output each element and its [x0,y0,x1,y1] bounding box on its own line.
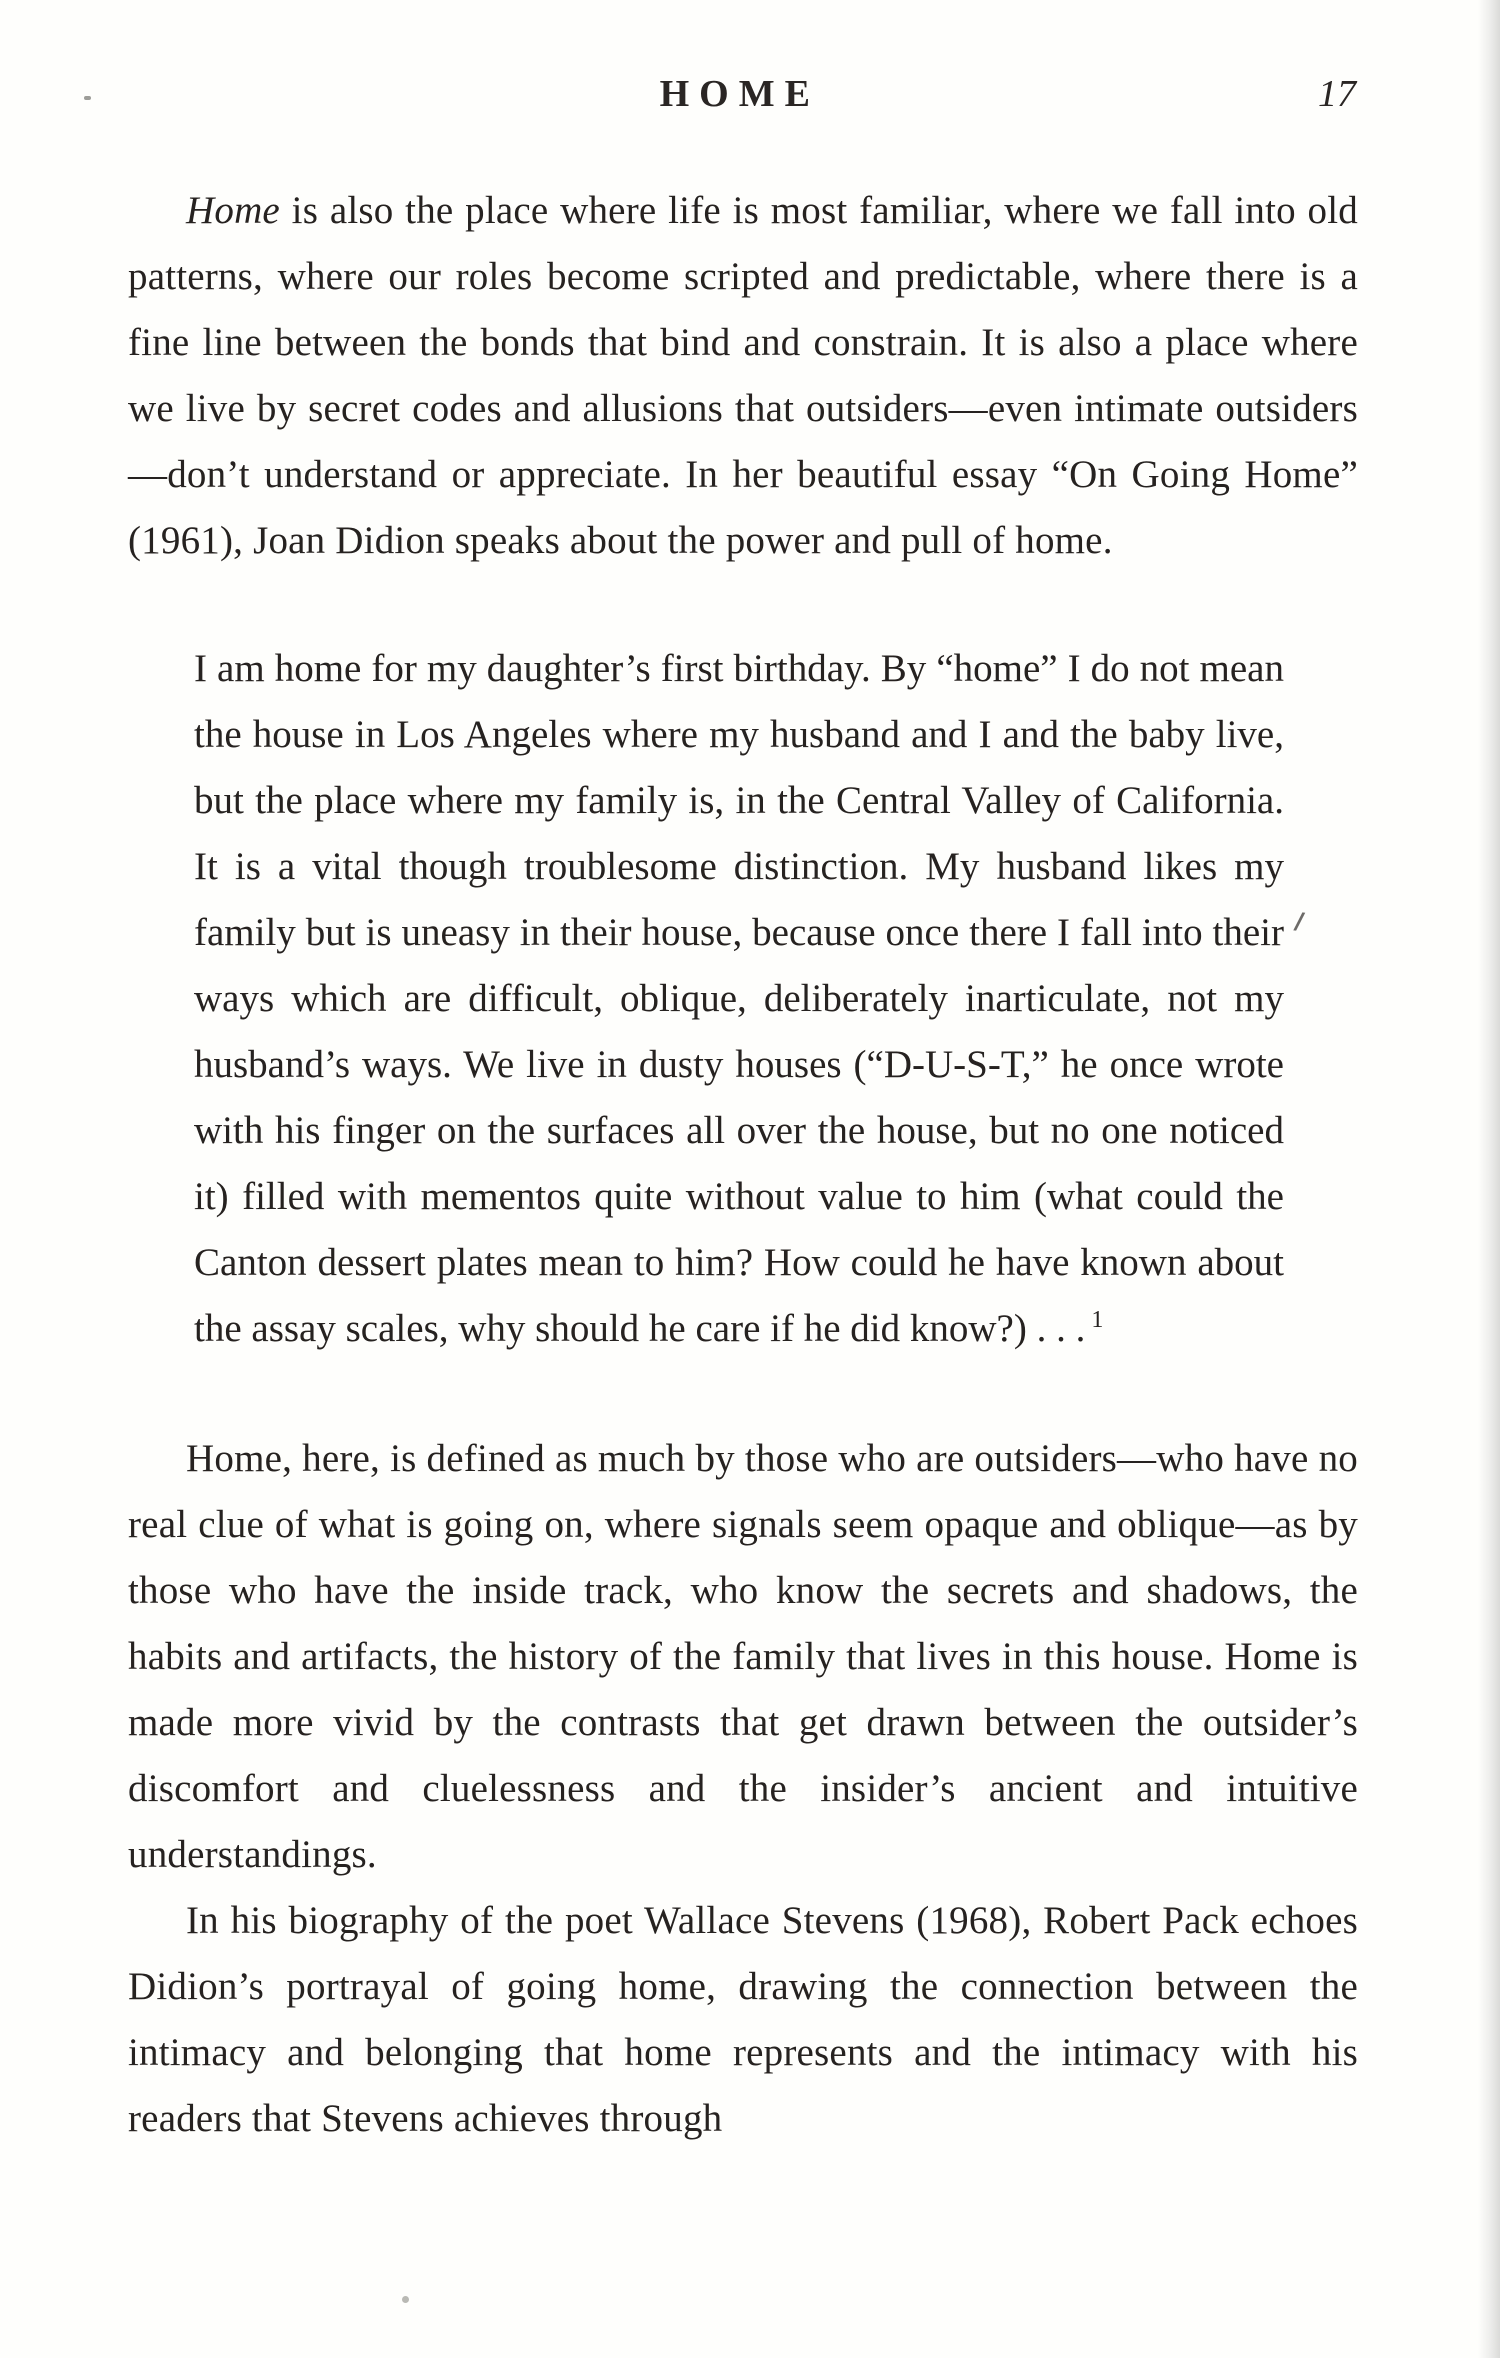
running-head-title: HOME [659,73,820,115]
paragraph-stevens: In his biography of the poet Wallace Stevens (1968), Robert Pack echoes Didion’s portrayal of going home, drawing the connection between the intimacy and belonging that home represents and the intimacy with his readers that Stevens achieves through [128,1899,1358,2140]
block-quote-text: I am home for my daughter’s first birthday. By “home” I do not mean the house in Los Angeles where my husband and I and the baby live, but the place where my family is, in the Central Valley of California. It is a vital though troublesome distinction. My husband likes my family but is uneasy in their house, because once there I fall into their ways which are difficult, oblique, deliberately inarticulate, not my husband’s ways. We live in dusty houses (“D-U-S-T,” he once wrote with his finger on the surfaces all over the house, but no one noticed it) filled with mementos quite without value to him (what could the Canton dessert plates mean to him? How could he have known about the assay scales, why should he care if he did know?) . . . [194,647,1284,1350]
page-number: 17 [1318,73,1356,115]
paragraph-intro-text: is also the place where life is most familiar, where we fall into old patterns, where our roles become scripted and predictable, where there is a fine line between the bonds that bind and constrain. It is also a place where we live by secret codes and allusions that outsiders—even intimate outsiders—don’t understand or appreciate. In her beautiful essay “On Going Home” (1961), Joan Didion speaks about the power and pull of home. [128,189,1358,562]
footnote-reference: 1 [1091,1307,1104,1333]
running-head [128,72,1358,136]
paragraph-outsiders: Home, here, is defined as much by those who are outsiders—who have no real clue of what is going on, where signals seem opaque and oblique—as by those who have the inside track, who know the secrets and shadows, the habits and artifacts, the history of the family that lives in this house. Home is made more vivid by the contrasts that get drawn between the outsider’s discomfort and cluelessness and the insider’s ancient and intuitive understandings. [128,1437,1358,1876]
didion-block-quote [194,636,1284,1362]
page-content [128,72,1358,2152]
scan-dot-artifact [402,2296,409,2303]
paragraph-intro [128,178,1358,574]
italic-lead-word: Home [186,189,280,232]
scan-mark-artifact [84,96,91,100]
page-edge-shadow [1478,0,1500,2358]
